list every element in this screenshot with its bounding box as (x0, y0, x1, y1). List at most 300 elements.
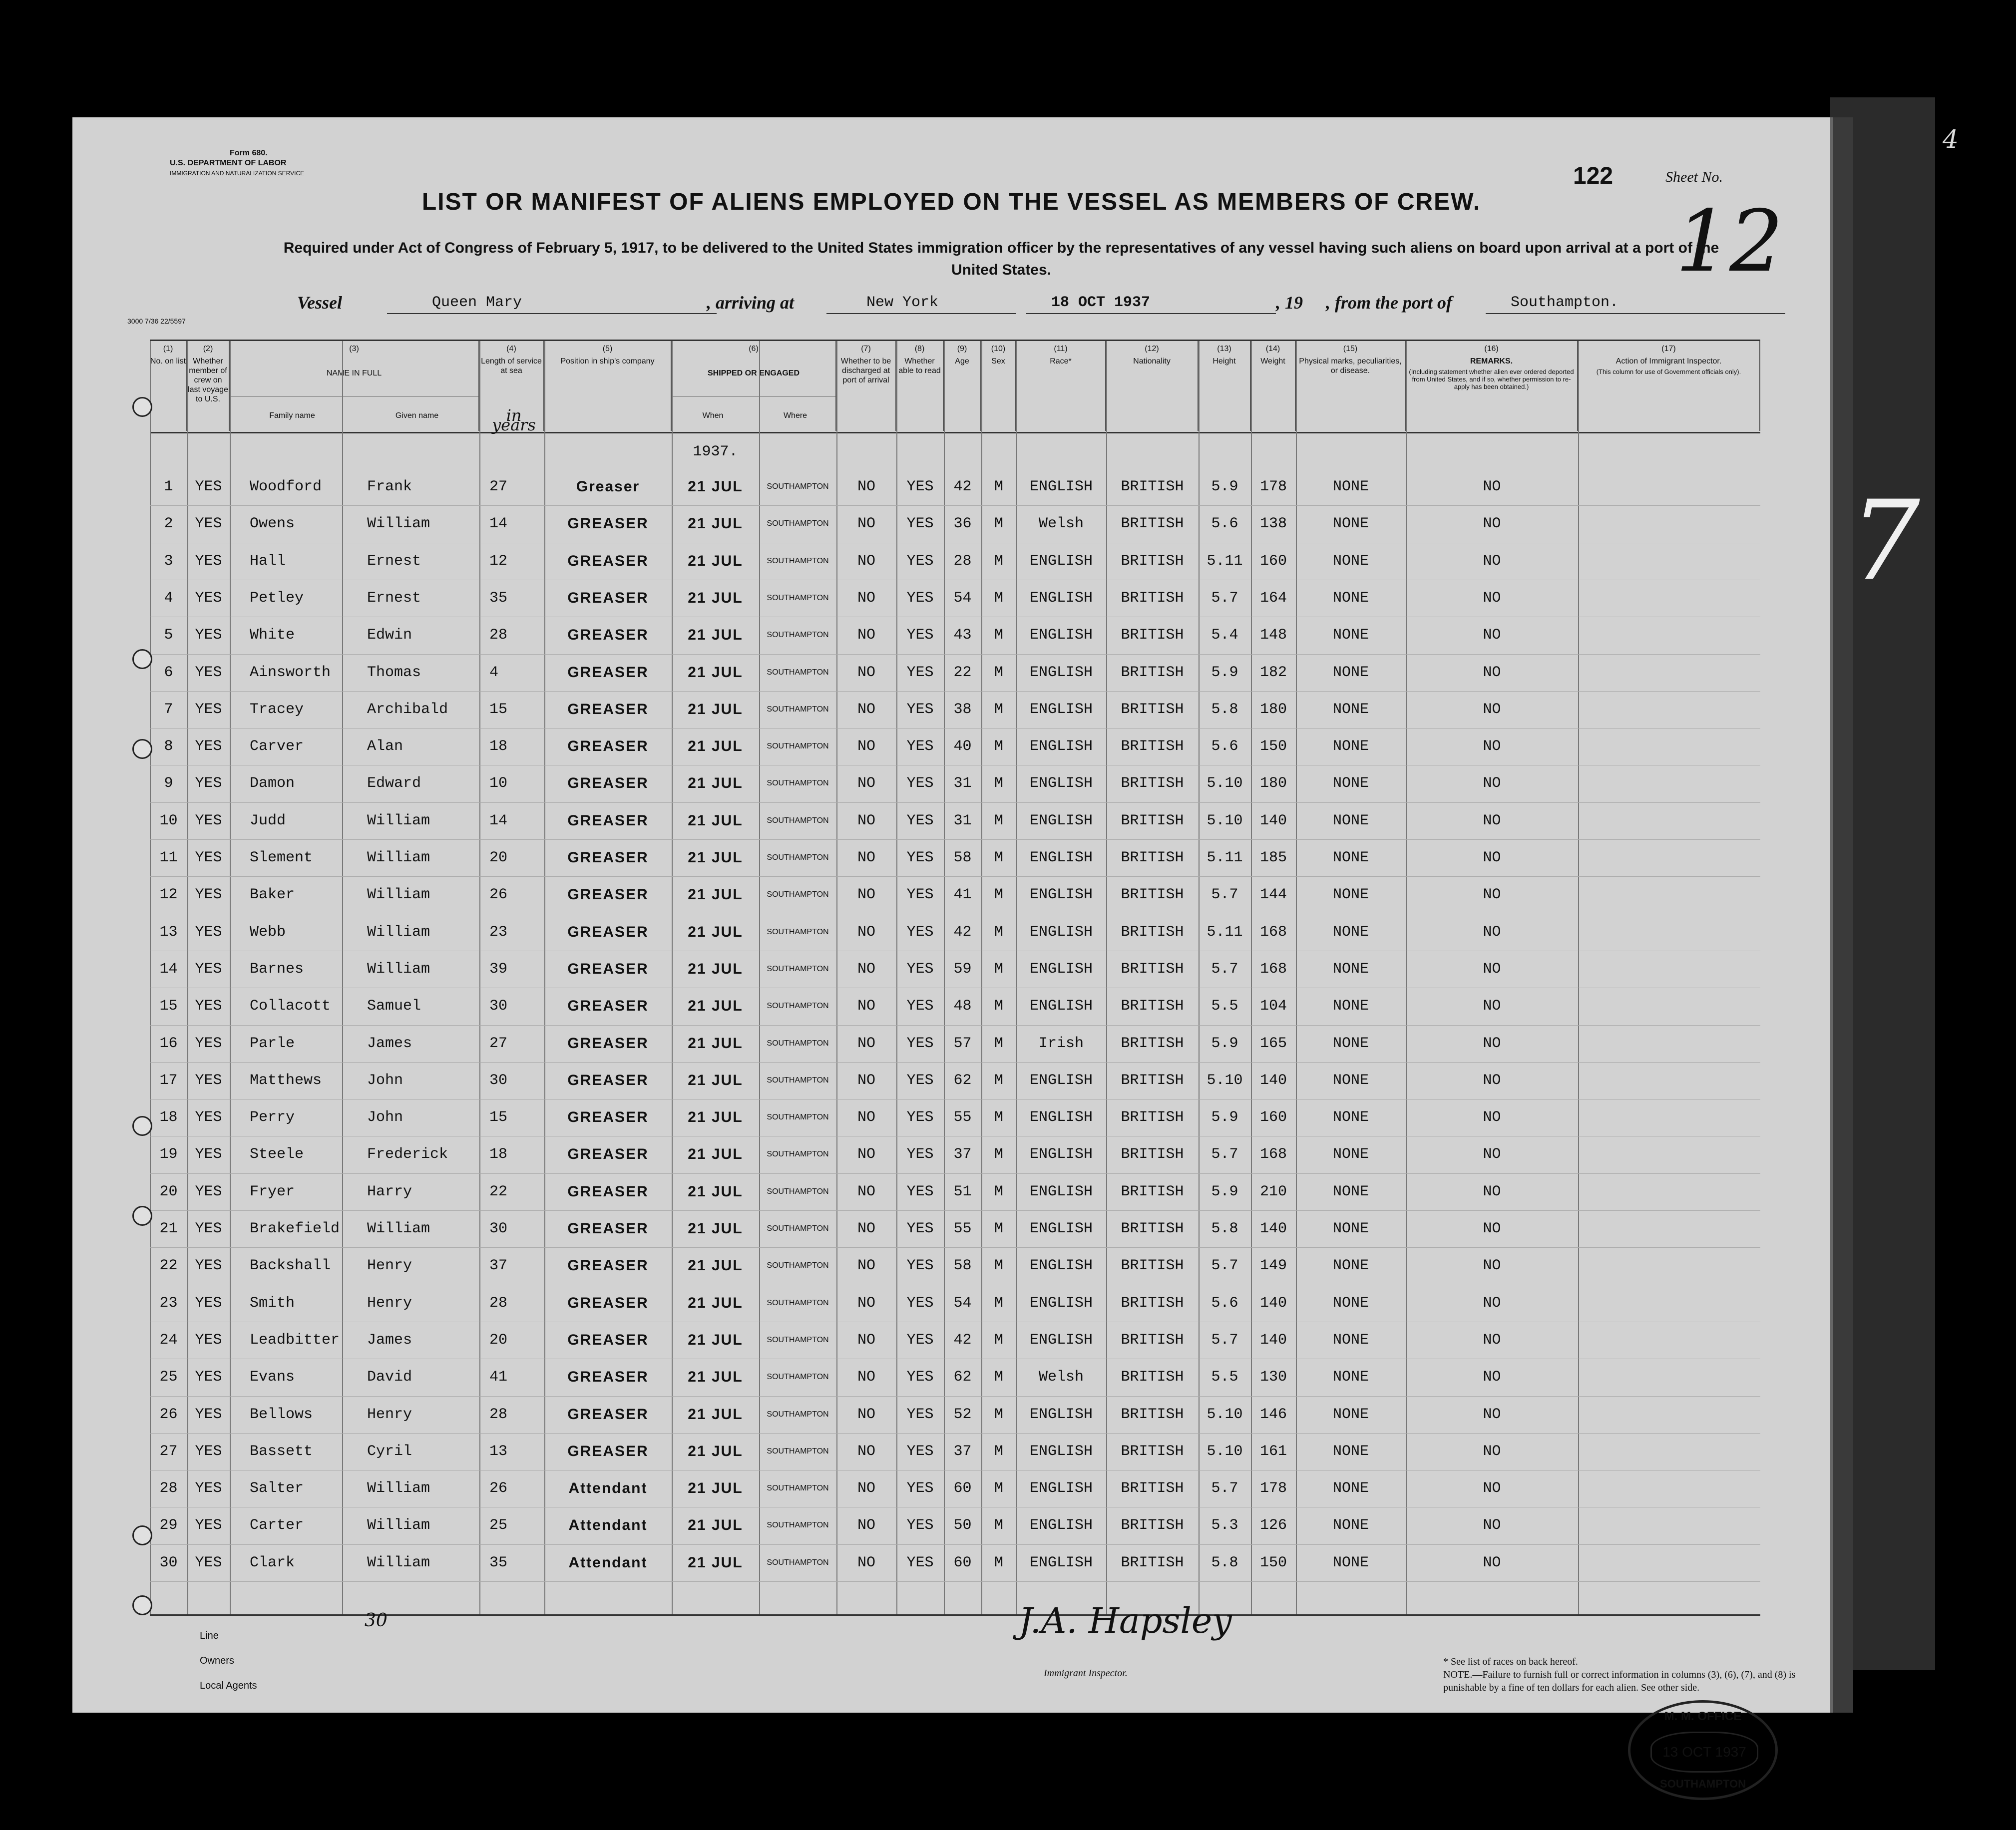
cell-family: Slement (250, 849, 313, 866)
cell-sex: M (994, 998, 1003, 1015)
from-port: Southampton. (1511, 294, 1619, 311)
cell-read: YES (906, 1220, 934, 1237)
cell-given: William (367, 849, 430, 866)
cell-age: 52 (953, 1406, 972, 1423)
cell-discharged: NO (857, 1331, 875, 1349)
cell-marks: NONE (1332, 1406, 1369, 1423)
column-number: (15) (1343, 345, 1358, 353)
cell-when: 21 JUL (688, 1183, 743, 1200)
cell-service: 20 (489, 1331, 508, 1349)
cell-position: GREASER (567, 1369, 649, 1386)
cell-age: 54 (953, 1294, 972, 1312)
cell-position: GREASER (567, 886, 649, 903)
cell-height: 5.6 (1211, 515, 1238, 533)
cell-no: 30 (159, 1554, 178, 1571)
cell-given: William (367, 515, 430, 533)
cell-weight: 148 (1259, 627, 1287, 644)
cell-race: ENGLISH (1029, 589, 1093, 607)
year-note: 1937. (693, 443, 738, 460)
table-row (150, 1062, 1760, 1099)
column-header-3 (230, 341, 479, 431)
department: U.S. DEPARTMENT OF LABOR (170, 159, 287, 167)
cell-crew: YES (195, 1406, 222, 1423)
arriving-port: New York (866, 294, 939, 311)
cell-remarks: NO (1483, 738, 1501, 755)
column-header-15 (1296, 341, 1406, 431)
cell-race: ENGLISH (1029, 1294, 1093, 1312)
cell-remarks: NO (1483, 1517, 1501, 1534)
cell-marks: NONE (1332, 1035, 1369, 1052)
cell-weight: 140 (1259, 1294, 1287, 1312)
cell-read: YES (906, 960, 934, 978)
cell-age: 31 (953, 812, 972, 829)
cell-sex: M (994, 1146, 1003, 1163)
cell-race: Welsh (1038, 515, 1084, 533)
cell-no: 29 (159, 1517, 178, 1534)
cell-family: Woodford (250, 478, 322, 495)
cell-age: 62 (953, 1369, 972, 1386)
cell-no: 27 (159, 1443, 178, 1460)
cell-height: 5.10 (1207, 775, 1243, 792)
cell-family: Steele (250, 1146, 304, 1163)
cell-remarks: NO (1483, 1369, 1501, 1386)
cell-read: YES (906, 775, 934, 792)
column-number: (17) (1661, 345, 1676, 353)
cell-position: GREASER (567, 1331, 649, 1348)
cell-weight: 126 (1259, 1517, 1287, 1534)
cell-race: ENGLISH (1029, 1257, 1093, 1275)
cell-marks: NONE (1332, 923, 1369, 941)
print-code: 3000 7/36 22/5597 (127, 317, 186, 325)
cell-read: YES (906, 515, 934, 533)
cell-marks: NONE (1332, 1072, 1369, 1089)
cell-nationality: BRITISH (1121, 1146, 1184, 1163)
cell-weight: 140 (1259, 812, 1287, 829)
column-subheader: Family name (269, 411, 315, 420)
cell-given: William (367, 812, 430, 829)
cell-given: James (367, 1035, 412, 1052)
cell-position: GREASER (567, 589, 649, 606)
cell-family: Perry (250, 1109, 295, 1126)
cell-position: GREASER (567, 960, 649, 977)
page-title: LIST OR MANIFEST OF ALIENS EMPLOYED ON THE VESSEL AS MEMBERS OF CREW. (421, 189, 1481, 215)
cell-race: ENGLISH (1029, 849, 1093, 866)
column-header-5 (544, 341, 672, 431)
cell-no: 2 (164, 515, 173, 533)
cell-crew: YES (195, 849, 222, 866)
cell-read: YES (906, 1035, 934, 1052)
cell-height: 5.7 (1211, 589, 1238, 607)
cell-marks: NONE (1332, 664, 1369, 681)
cell-nationality: BRITISH (1121, 627, 1184, 644)
cell-weight: 161 (1259, 1443, 1287, 1460)
cell-discharged: NO (857, 1517, 875, 1534)
cell-read: YES (906, 1072, 934, 1089)
manifest-page (72, 117, 1920, 1790)
cell-marks: NONE (1332, 1146, 1369, 1163)
cell-race: ENGLISH (1029, 886, 1093, 904)
cell-height: 5.5 (1211, 998, 1238, 1015)
cell-position: GREASER (567, 552, 649, 569)
cell-no: 16 (159, 1035, 178, 1052)
cell-weight: 168 (1259, 923, 1287, 941)
cell-race: ENGLISH (1029, 478, 1093, 495)
cell-remarks: NO (1483, 1220, 1501, 1237)
cell-nationality: BRITISH (1121, 1257, 1184, 1275)
cell-nationality: BRITISH (1121, 1109, 1184, 1126)
cell-race: ENGLISH (1029, 1072, 1093, 1089)
cell-height: 5.8 (1211, 1220, 1238, 1237)
cell-given: Harry (367, 1183, 412, 1200)
cell-given: David (367, 1369, 412, 1386)
cell-marks: NONE (1332, 1517, 1369, 1534)
cell-marks: NONE (1332, 775, 1369, 792)
cell-no: 26 (159, 1406, 178, 1423)
cell-when: 21 JUL (688, 1294, 743, 1311)
cell-position: GREASER (567, 923, 649, 940)
cell-family: Carter (250, 1517, 304, 1534)
cell-age: 50 (953, 1517, 972, 1534)
cell-weight: 164 (1259, 589, 1287, 607)
table-row (150, 580, 1760, 617)
column-label: Position in ship's company (560, 357, 655, 366)
column-number: (13) (1217, 345, 1231, 353)
cell-nationality: BRITISH (1121, 552, 1184, 570)
cell-where: SOUTHAMPTON (767, 1261, 829, 1270)
cell-marks: NONE (1332, 552, 1369, 570)
cell-sex: M (994, 664, 1003, 681)
table-row (150, 468, 1760, 505)
cell-discharged: NO (857, 923, 875, 941)
column-label: Sex (991, 357, 1005, 366)
cell-position: GREASER (567, 1183, 649, 1200)
cell-sex: M (994, 515, 1003, 533)
cell-sex: M (994, 1035, 1003, 1052)
cell-family: Leadbitter (250, 1331, 340, 1349)
cell-where: SOUTHAMPTON (767, 1447, 829, 1456)
cell-sex: M (994, 1331, 1003, 1349)
form-number: Form 680. (230, 149, 268, 157)
from-label: , from the port of (1326, 293, 1453, 313)
cell-where: SOUTHAMPTON (767, 816, 829, 825)
cell-service: 28 (489, 1406, 508, 1423)
cell-service: 26 (489, 1480, 508, 1497)
cell-marks: NONE (1332, 1183, 1369, 1200)
cell-read: YES (906, 1294, 934, 1312)
cell-sex: M (994, 1369, 1003, 1386)
column-header-4 (479, 341, 544, 434)
cell-remarks: NO (1483, 998, 1501, 1015)
cell-when: 21 JUL (688, 701, 743, 718)
column-number: (2) (203, 345, 213, 353)
cell-nationality: BRITISH (1121, 738, 1184, 755)
column-number: (5) (602, 345, 613, 353)
cell-marks: NONE (1332, 1294, 1369, 1312)
cell-service: 10 (489, 775, 508, 792)
cell-read: YES (906, 1406, 934, 1423)
column-header-14 (1251, 341, 1296, 431)
cell-crew: YES (195, 1443, 222, 1460)
cell-remarks: NO (1483, 775, 1501, 792)
cell-when: 21 JUL (688, 1220, 743, 1237)
cell-when: 21 JUL (688, 1517, 743, 1534)
cell-read: YES (906, 701, 934, 718)
cell-no: 1 (164, 478, 173, 495)
page-number: 122 (1573, 163, 1613, 189)
cell-race: ENGLISH (1029, 1183, 1093, 1200)
column-header-2 (187, 341, 230, 431)
cell-weight: 180 (1259, 775, 1287, 792)
cell-where: SOUTHAMPTON (767, 1373, 829, 1382)
cell-crew: YES (195, 1220, 222, 1237)
cell-age: 60 (953, 1480, 972, 1497)
cell-sex: M (994, 738, 1003, 755)
sheet-number: 12 (1675, 192, 1784, 291)
cell-no: 11 (159, 849, 178, 866)
cell-no: 23 (159, 1294, 178, 1312)
cell-crew: YES (195, 478, 222, 495)
cell-service: 25 (489, 1517, 508, 1534)
cell-weight: 178 (1259, 1480, 1287, 1497)
cell-discharged: NO (857, 552, 875, 570)
cell-discharged: NO (857, 998, 875, 1015)
cell-height: 5.6 (1211, 1294, 1238, 1312)
cell-remarks: NO (1483, 701, 1501, 718)
line-label: Line (200, 1630, 219, 1641)
stamp-top: M. M. OFFICE (1664, 1710, 1742, 1723)
column-label: Age (955, 357, 969, 366)
cell-family: Barnes (250, 960, 304, 978)
cell-weight: 150 (1259, 738, 1287, 755)
cell-service: 12 (489, 552, 508, 570)
cell-no: 12 (159, 886, 178, 904)
table-row (150, 1544, 1760, 1581)
cell-age: 55 (953, 1109, 972, 1126)
cell-crew: YES (195, 812, 222, 829)
cell-crew: YES (195, 1294, 222, 1312)
table-row (150, 839, 1760, 876)
arrival-date: 18 OCT 1937 (1051, 294, 1151, 311)
cell-no: 15 (159, 998, 178, 1015)
cell-sex: M (994, 1294, 1003, 1312)
cell-when: 21 JUL (688, 1072, 743, 1089)
cell-discharged: NO (857, 1109, 875, 1126)
cell-age: 42 (953, 478, 972, 495)
cell-read: YES (906, 1369, 934, 1386)
column-label: Action of Immigrant Inspector. (1615, 357, 1722, 366)
cell-crew: YES (195, 1369, 222, 1386)
cell-discharged: NO (857, 849, 875, 866)
cell-when: 21 JUL (688, 589, 743, 606)
cell-family: Bassett (250, 1443, 313, 1460)
cell-remarks: NO (1483, 589, 1501, 607)
cell-crew: YES (195, 1480, 222, 1497)
cell-weight: 160 (1259, 1109, 1287, 1126)
table-row (150, 543, 1760, 580)
table-row (150, 505, 1760, 542)
cell-position: GREASER (567, 1146, 649, 1163)
cell-height: 5.6 (1211, 738, 1238, 755)
cell-position: GREASER (567, 849, 649, 866)
cell-where: SOUTHAMPTON (767, 1335, 829, 1344)
cell-where: SOUTHAMPTON (767, 593, 829, 602)
cell-no: 20 (159, 1183, 178, 1200)
cell-when: 21 JUL (688, 1257, 743, 1274)
cell-remarks: NO (1483, 1257, 1501, 1275)
cell-discharged: NO (857, 1035, 875, 1052)
cell-height: 5.11 (1207, 849, 1243, 866)
agents-label: Local Agents (200, 1680, 257, 1691)
cell-height: 5.7 (1211, 1480, 1238, 1497)
cell-weight: 160 (1259, 552, 1287, 570)
cell-crew: YES (195, 1183, 222, 1200)
cell-crew: YES (195, 589, 222, 607)
cell-sex: M (994, 1517, 1003, 1534)
cell-crew: YES (195, 738, 222, 755)
cell-age: 57 (953, 1035, 972, 1052)
cell-age: 37 (953, 1443, 972, 1460)
cell-remarks: NO (1483, 960, 1501, 978)
cell-discharged: NO (857, 1072, 875, 1089)
table-row (150, 1136, 1760, 1173)
page-subtitle: Required under Act of Congress of February 5, 1917, to be delivered to the United States immigration officer by the representatives of any vessel having such aliens on board upon arrival at a port of the United States. (283, 240, 1719, 278)
cell-age: 42 (953, 1331, 972, 1349)
column-number: (1) (163, 345, 173, 353)
cell-marks: NONE (1332, 627, 1369, 644)
cell-discharged: NO (857, 738, 875, 755)
cell-discharged: NO (857, 775, 875, 792)
cell-race: ENGLISH (1029, 738, 1093, 755)
cell-remarks: NO (1483, 1331, 1501, 1349)
cell-remarks: NO (1483, 1406, 1501, 1423)
cell-age: 40 (953, 738, 972, 755)
column-header-13 (1199, 341, 1251, 431)
cell-position: GREASER (567, 738, 649, 755)
cell-family: Evans (250, 1369, 295, 1386)
table-row (150, 1025, 1760, 1062)
cell-sex: M (994, 1554, 1003, 1571)
cell-family: Backshall (250, 1257, 331, 1275)
cell-height: 5.9 (1211, 1109, 1238, 1126)
cell-when: 21 JUL (688, 849, 743, 866)
cell-marks: NONE (1332, 812, 1369, 829)
cell-read: YES (906, 627, 934, 644)
cell-height: 5.9 (1211, 1183, 1238, 1200)
cell-race: ENGLISH (1029, 1517, 1093, 1534)
cell-remarks: NO (1483, 1480, 1501, 1497)
cell-discharged: NO (857, 886, 875, 904)
arriving-label: , arriving at (707, 293, 795, 313)
column-number: (16) (1484, 345, 1499, 353)
cell-nationality: BRITISH (1121, 1406, 1184, 1423)
cell-discharged: NO (857, 1443, 875, 1460)
cell-given: William (367, 1220, 430, 1237)
cell-position: GREASER (567, 1109, 649, 1126)
cell-sex: M (994, 1257, 1003, 1275)
cell-weight: 146 (1259, 1406, 1287, 1423)
cell-crew: YES (195, 1517, 222, 1534)
cell-nationality: BRITISH (1121, 1183, 1184, 1200)
column-number: (12) (1145, 345, 1159, 353)
footer-notes (1443, 1655, 1803, 1694)
cell-marks: NONE (1332, 1369, 1369, 1386)
table-row (150, 1099, 1760, 1136)
margin-mark-seven: 7 (1850, 477, 1920, 605)
cell-given: Thomas (367, 664, 421, 681)
cell-crew: YES (195, 1554, 222, 1571)
table-row (150, 802, 1760, 839)
cell-family: Salter (250, 1480, 304, 1497)
cell-weight: 138 (1259, 515, 1287, 533)
column-header-12 (1106, 341, 1199, 431)
cell-read: YES (906, 1146, 934, 1163)
cell-given: Archibald (367, 701, 448, 718)
cell-given: Ernest (367, 589, 421, 607)
cell-family: Baker (250, 886, 295, 904)
cell-remarks: NO (1483, 849, 1501, 866)
cell-read: YES (906, 1331, 934, 1349)
cell-height: 5.10 (1207, 1443, 1243, 1460)
column-header-7 (836, 341, 896, 431)
column-header-16 (1406, 341, 1578, 431)
cell-service: 26 (489, 886, 508, 904)
cell-crew: YES (195, 701, 222, 718)
column-label: NAME IN FULL (326, 369, 382, 377)
cell-given: Frederick (367, 1146, 448, 1163)
cell-height: 5.7 (1211, 886, 1238, 904)
column-number: (3) (349, 345, 359, 353)
cell-family: Carver (250, 738, 304, 755)
cell-height: 5.7 (1211, 1257, 1238, 1275)
cell-weight: 210 (1259, 1183, 1287, 1200)
table-row (150, 1285, 1760, 1322)
cell-race: ENGLISH (1029, 664, 1093, 681)
cell-given: Frank (367, 478, 412, 495)
cell-age: 54 (953, 589, 972, 607)
cell-height: 5.9 (1211, 1035, 1238, 1052)
cell-position: GREASER (567, 664, 649, 681)
table-row (150, 914, 1760, 951)
cell-position: GREASER (567, 998, 649, 1015)
cell-given: Edwin (367, 627, 412, 644)
cell-race: ENGLISH (1029, 775, 1093, 792)
cell-discharged: NO (857, 627, 875, 644)
cell-read: YES (906, 1480, 934, 1497)
cell-crew: YES (195, 552, 222, 570)
table-row (150, 988, 1760, 1025)
cell-weight: 168 (1259, 960, 1287, 978)
cell-when: 21 JUL (688, 1480, 743, 1497)
cell-race: Welsh (1038, 1369, 1084, 1386)
cell-discharged: NO (857, 1294, 875, 1312)
cell-when: 21 JUL (688, 627, 743, 644)
cell-family: Hall (250, 552, 286, 570)
column-number: (10) (991, 345, 1006, 353)
cell-service: 15 (489, 1109, 508, 1126)
cell-where: SOUTHAMPTON (767, 1113, 829, 1122)
cell-crew: YES (195, 1331, 222, 1349)
cell-nationality: BRITISH (1121, 1517, 1184, 1534)
cell-read: YES (906, 478, 934, 495)
underlying-sheet (1830, 97, 1935, 1670)
cell-remarks: NO (1483, 627, 1501, 644)
cell-given: Samuel (367, 998, 421, 1015)
cell-remarks: NO (1483, 1443, 1501, 1460)
cell-height: 5.8 (1211, 1554, 1238, 1571)
cell-age: 51 (953, 1183, 972, 1200)
vessel-label: Vessel (297, 293, 342, 313)
cell-height: 5.8 (1211, 701, 1238, 718)
